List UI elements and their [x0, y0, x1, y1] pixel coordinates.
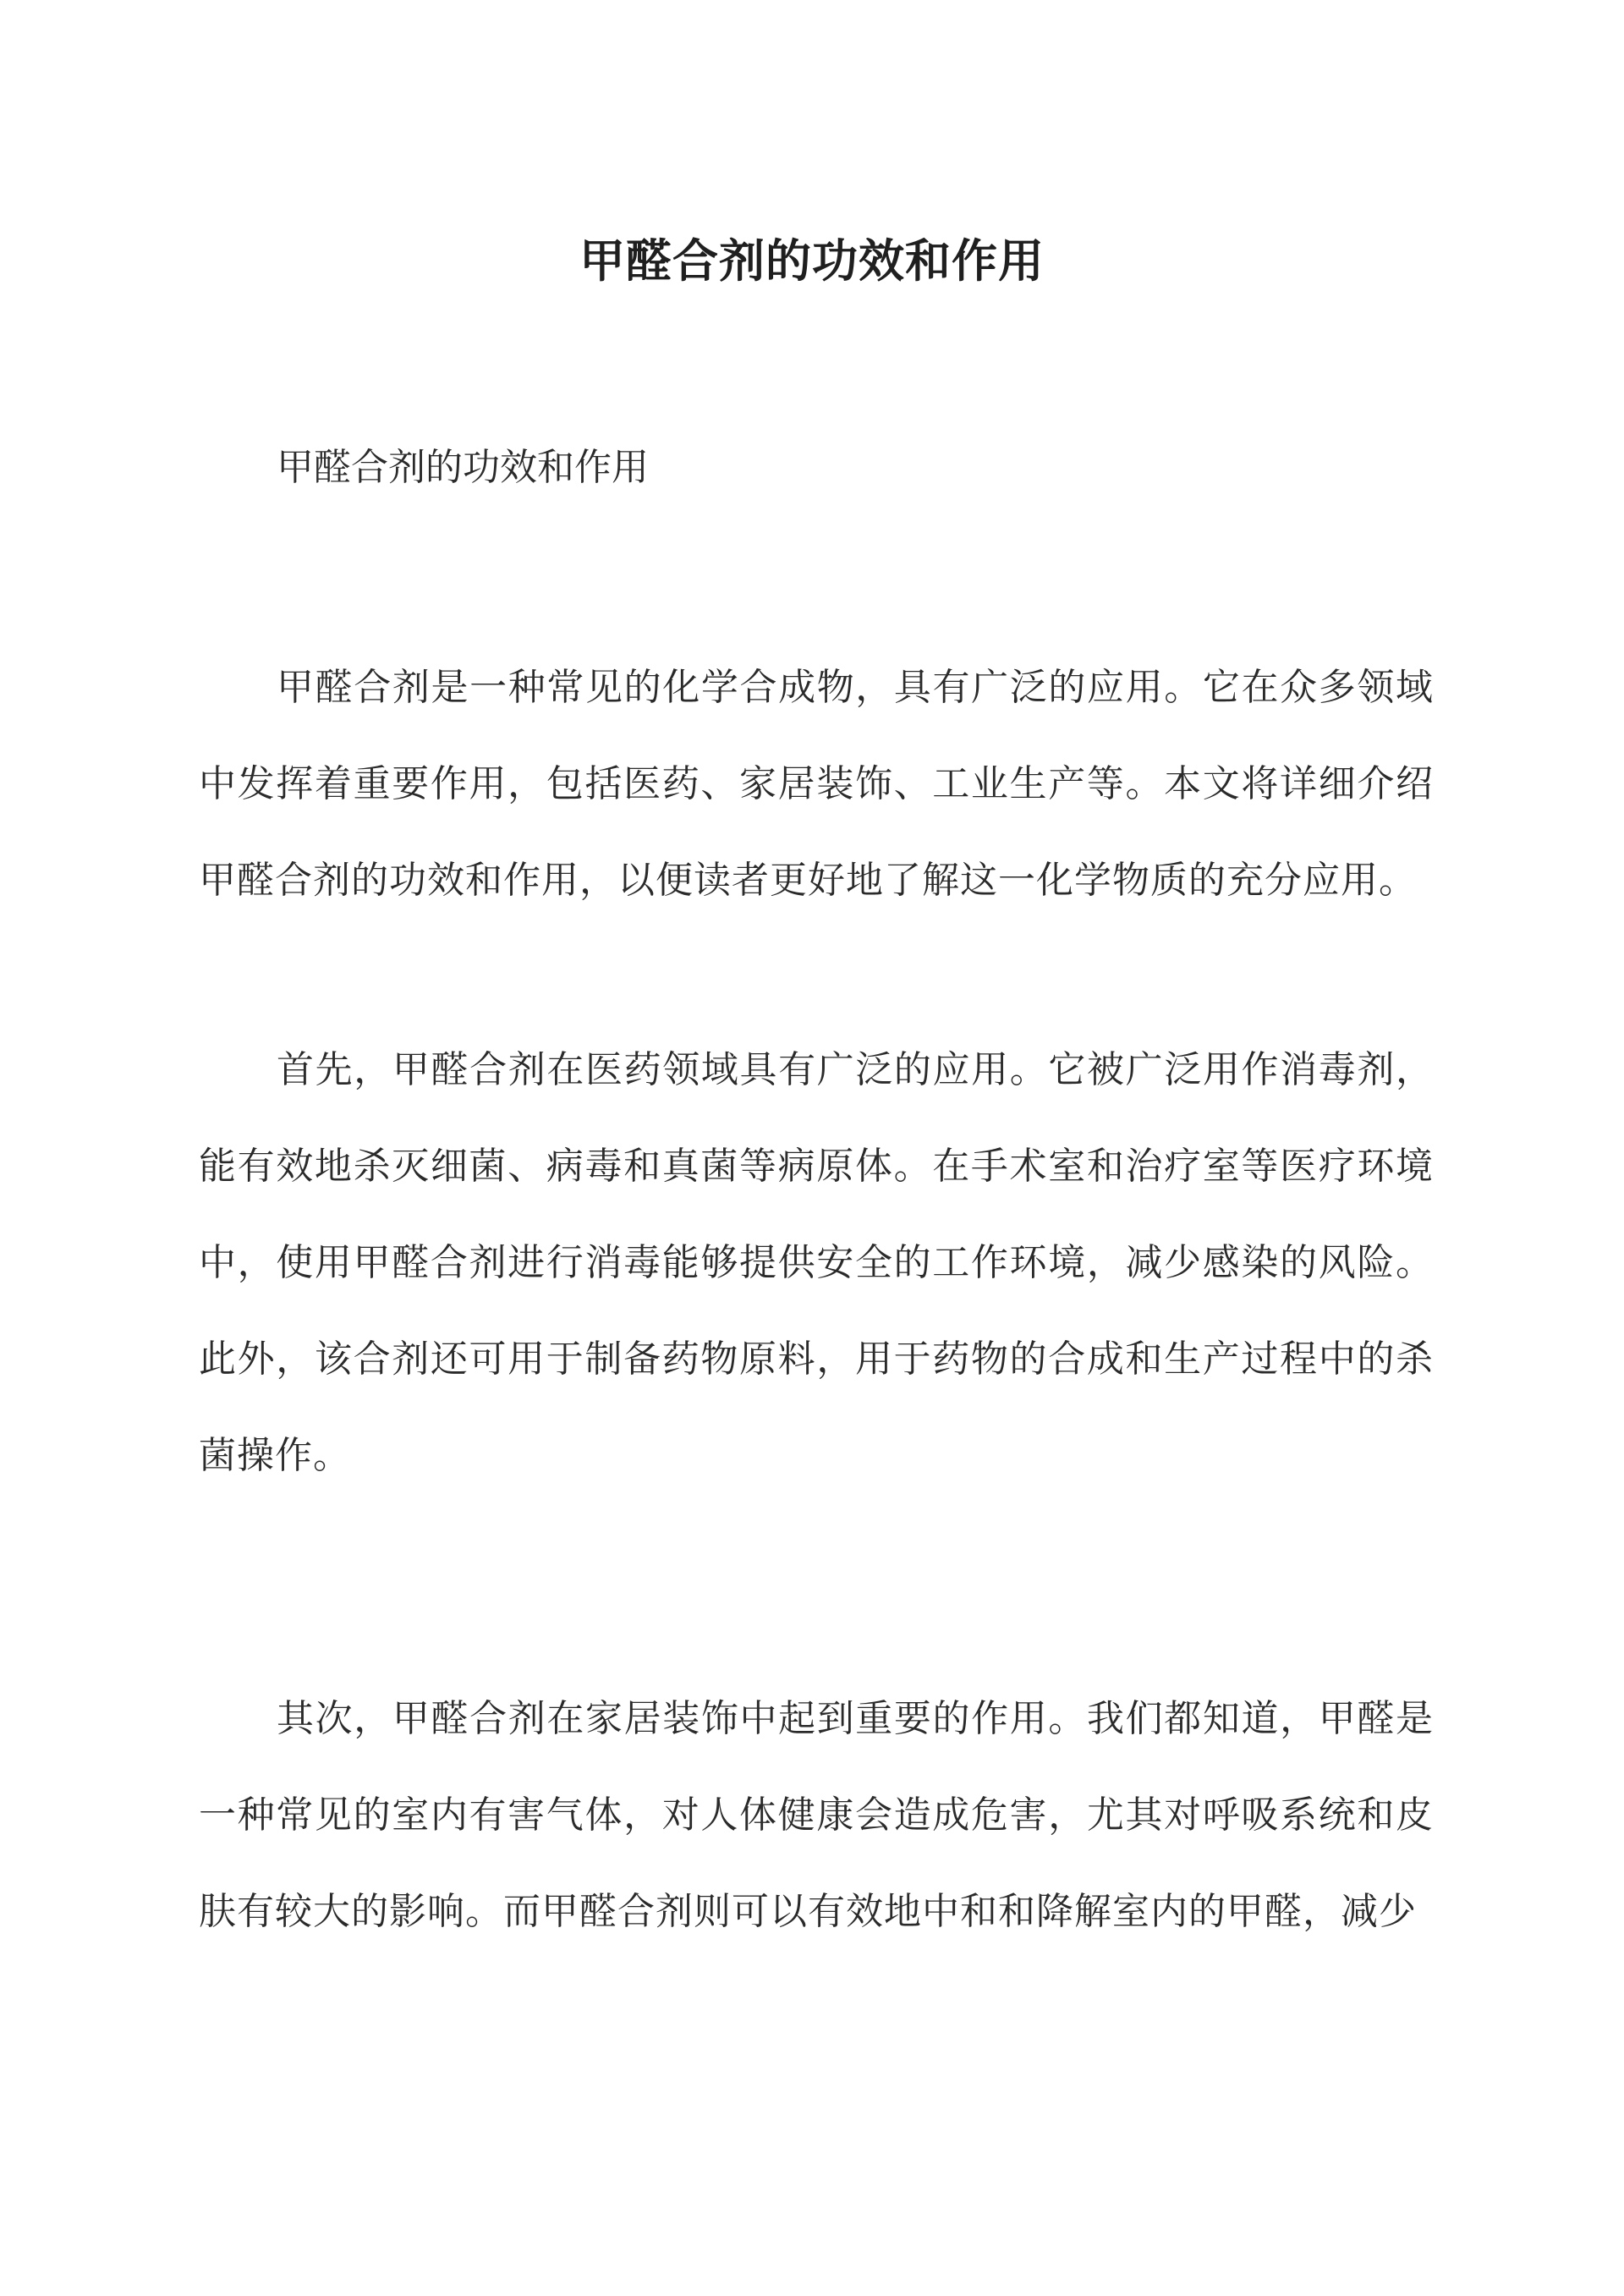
paragraph-medical-use: 首先，甲醛合剂在医药领域具有广泛的应用。它被广泛用作消毒剂，能有效地杀灭细菌、病毒和真菌等病原体。在手术室和治疗室等医疗环境中，使用甲醛合剂进行消毒能够提供安全的工作环境，减少感染的风险。此外，该合剂还可用于制备药物原料，用于药物的合成和生产过程中的杀菌操作。 [199, 1048, 1434, 1477]
paragraph-home-decoration: 其次，甲醛合剂在家居装饰中起到重要的作用。我们都知道，甲醛是一种常见的室内有害气体，对人体健康会造成危害，尤其对呼吸系统和皮肤有较大的影响。而甲醛合剂则可以有效地中和和降解室内的甲醛，减少 [199, 1697, 1434, 1933]
document-title: 甲醛合剂的功效和作用 [579, 233, 1045, 288]
document-subtitle: 甲醛合剂的功效和作用 [277, 446, 649, 489]
paragraph-introduction: 甲醛合剂是一种常见的化学合成物，具有广泛的应用。它在众多领域中发挥着重要作用，包括医药、家居装饰、工业生产等。本文将详细介绍甲醛合剂的功效和作用，以便读者更好地了解这一化学物质的充分应用。 [199, 666, 1434, 902]
